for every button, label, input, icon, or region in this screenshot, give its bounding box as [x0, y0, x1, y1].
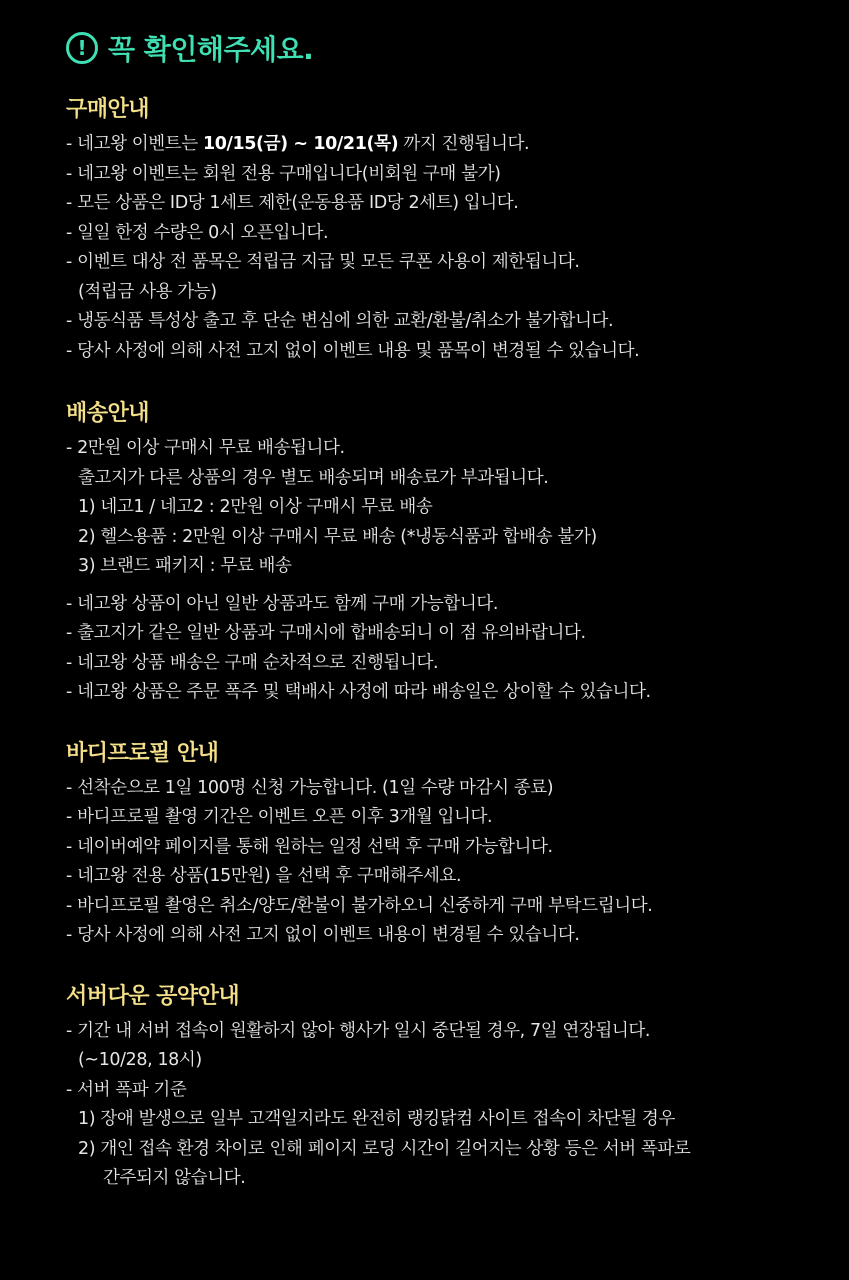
server-down-line-6: 간주되지 않습니다. [103, 1168, 246, 1188]
delivery-line-9: - 네고왕 상품은 주문 폭주 및 택배사 사정에 따라 배송일은 상이할 수 있습니다. [66, 682, 651, 702]
server-down-line-4: 1) 장애 발생으로 일부 고객일지라도 완전히 랭킹닭컴 사이트 접속이 차단될 경우 [78, 1109, 675, 1129]
body-profile-line-5: - 바디프로필 촬영은 취소/양도/환불이 불가하오니 신중하게 구매 부탁드립니다. [66, 895, 653, 916]
body-profile-line-3: - 네이버예약 페이지를 통해 원하는 일정 선택 후 구매 가능합니다. [66, 836, 553, 857]
purchase-line-8: - 당사 사정에 의해 사전 고지 없이 이벤트 내용 및 품목이 변경될 수 있습니다. [66, 340, 640, 361]
delivery-line-8: - 네고왕 상품 배송은 구매 순차적으로 진행됩니다. [66, 652, 439, 673]
delivery-line-2: 출고지가 다른 상품의 경우 별도 배송되며 배송료가 부과됩니다. [78, 467, 549, 488]
server-down-line-2: (~10/28, 18시) [78, 1050, 202, 1070]
section-title-body-profile: 바디프로필 안내 [66, 740, 219, 766]
event-period: 10/15(금) ~ 10/21(목) [202, 134, 399, 154]
delivery-line-4: 2) 헬스용품 : 2만원 이상 구매시 무료 배송 (*냉동식품과 합배송 불가) [78, 526, 597, 547]
body-profile-line-4: - 네고왕 전용 상품(15만원) 을 선택 후 구매해주세요. [66, 866, 462, 886]
purchase-line-2: - 네고왕 이벤트는 회원 전용 구매입니다(비회원 구매 불가) [66, 163, 501, 184]
notice-header [66, 24, 789, 72]
exclamation-circle-icon: ! [66, 32, 98, 64]
page-title: 꼭 확인해주세요. [108, 33, 314, 66]
delivery-section [66, 398, 789, 708]
server-down-line-5: 2) 개인 접속 환경 차이로 인해 페이지 로딩 시간이 길어지는 상황 등은 서버 폭파로 [78, 1138, 691, 1159]
purchase-line-3: - 모든 상품은 ID당 1세트 제한(운동용품 ID당 2세트) 입니다. [66, 193, 519, 213]
purchase-line-7: - 냉동식품 특성상 출고 후 단순 변심에 의한 교환/환불/취소가 불가합니다. [66, 311, 614, 331]
server-down-line-1: - 기간 내 서버 접속이 원활하지 않아 행사가 일시 중단될 경우, 7일 연장됩니다. [66, 1020, 651, 1041]
section-title-delivery: 배송안내 [66, 401, 150, 426]
server-down-line-3: - 서버 폭파 기준 [66, 1079, 187, 1100]
delivery-line-5: 3) 브랜드 패키지 : 무료 배송 [78, 556, 292, 576]
delivery-line-3: 1) 네고1 / 네고2 : 2만원 이상 구매시 무료 배송 [78, 497, 433, 517]
delivery-line-7: - 출고지가 같은 일반 상품과 구매시에 합배송되니 이 점 유의바랍니다. [66, 623, 586, 643]
purchase-line-5: - 이벤트 대상 전 품목은 적립금 지급 및 모든 쿠폰 사용이 제한됩니다. [66, 252, 580, 272]
purchase-section [66, 94, 789, 366]
delivery-line-6: - 네고왕 상품이 아닌 일반 상품과도 함께 구매 가능합니다. [66, 593, 498, 614]
section-title-server-down: 서버다운 공약안내 [66, 983, 240, 1009]
purchase-line-1: - 네고왕 이벤트는 10/15(금) ~ 10/21(목) 까지 진행됩니다. [66, 134, 530, 154]
body-profile-section [66, 738, 789, 951]
purchase-line-4: - 일일 한정 수량은 0시 오픈입니다. [66, 222, 329, 243]
purchase-line-6: (적립금 사용 가능) [78, 281, 217, 302]
body-profile-line-1: - 선착순으로 1일 100명 신청 가능합니다. (1일 수량 마감시 종료) [66, 777, 554, 798]
section-title-purchase: 구매안내 [66, 97, 150, 122]
server-down-section [66, 981, 789, 1194]
body-profile-line-2: - 바디프로필 촬영 기간은 이벤트 오픈 이후 3개월 입니다. [66, 807, 493, 827]
delivery-line-1: - 2만원 이상 구매시 무료 배송됩니다. [66, 438, 345, 458]
body-profile-line-6: - 당사 사정에 의해 사전 고지 없이 이벤트 내용이 변경될 수 있습니다. [66, 925, 580, 945]
